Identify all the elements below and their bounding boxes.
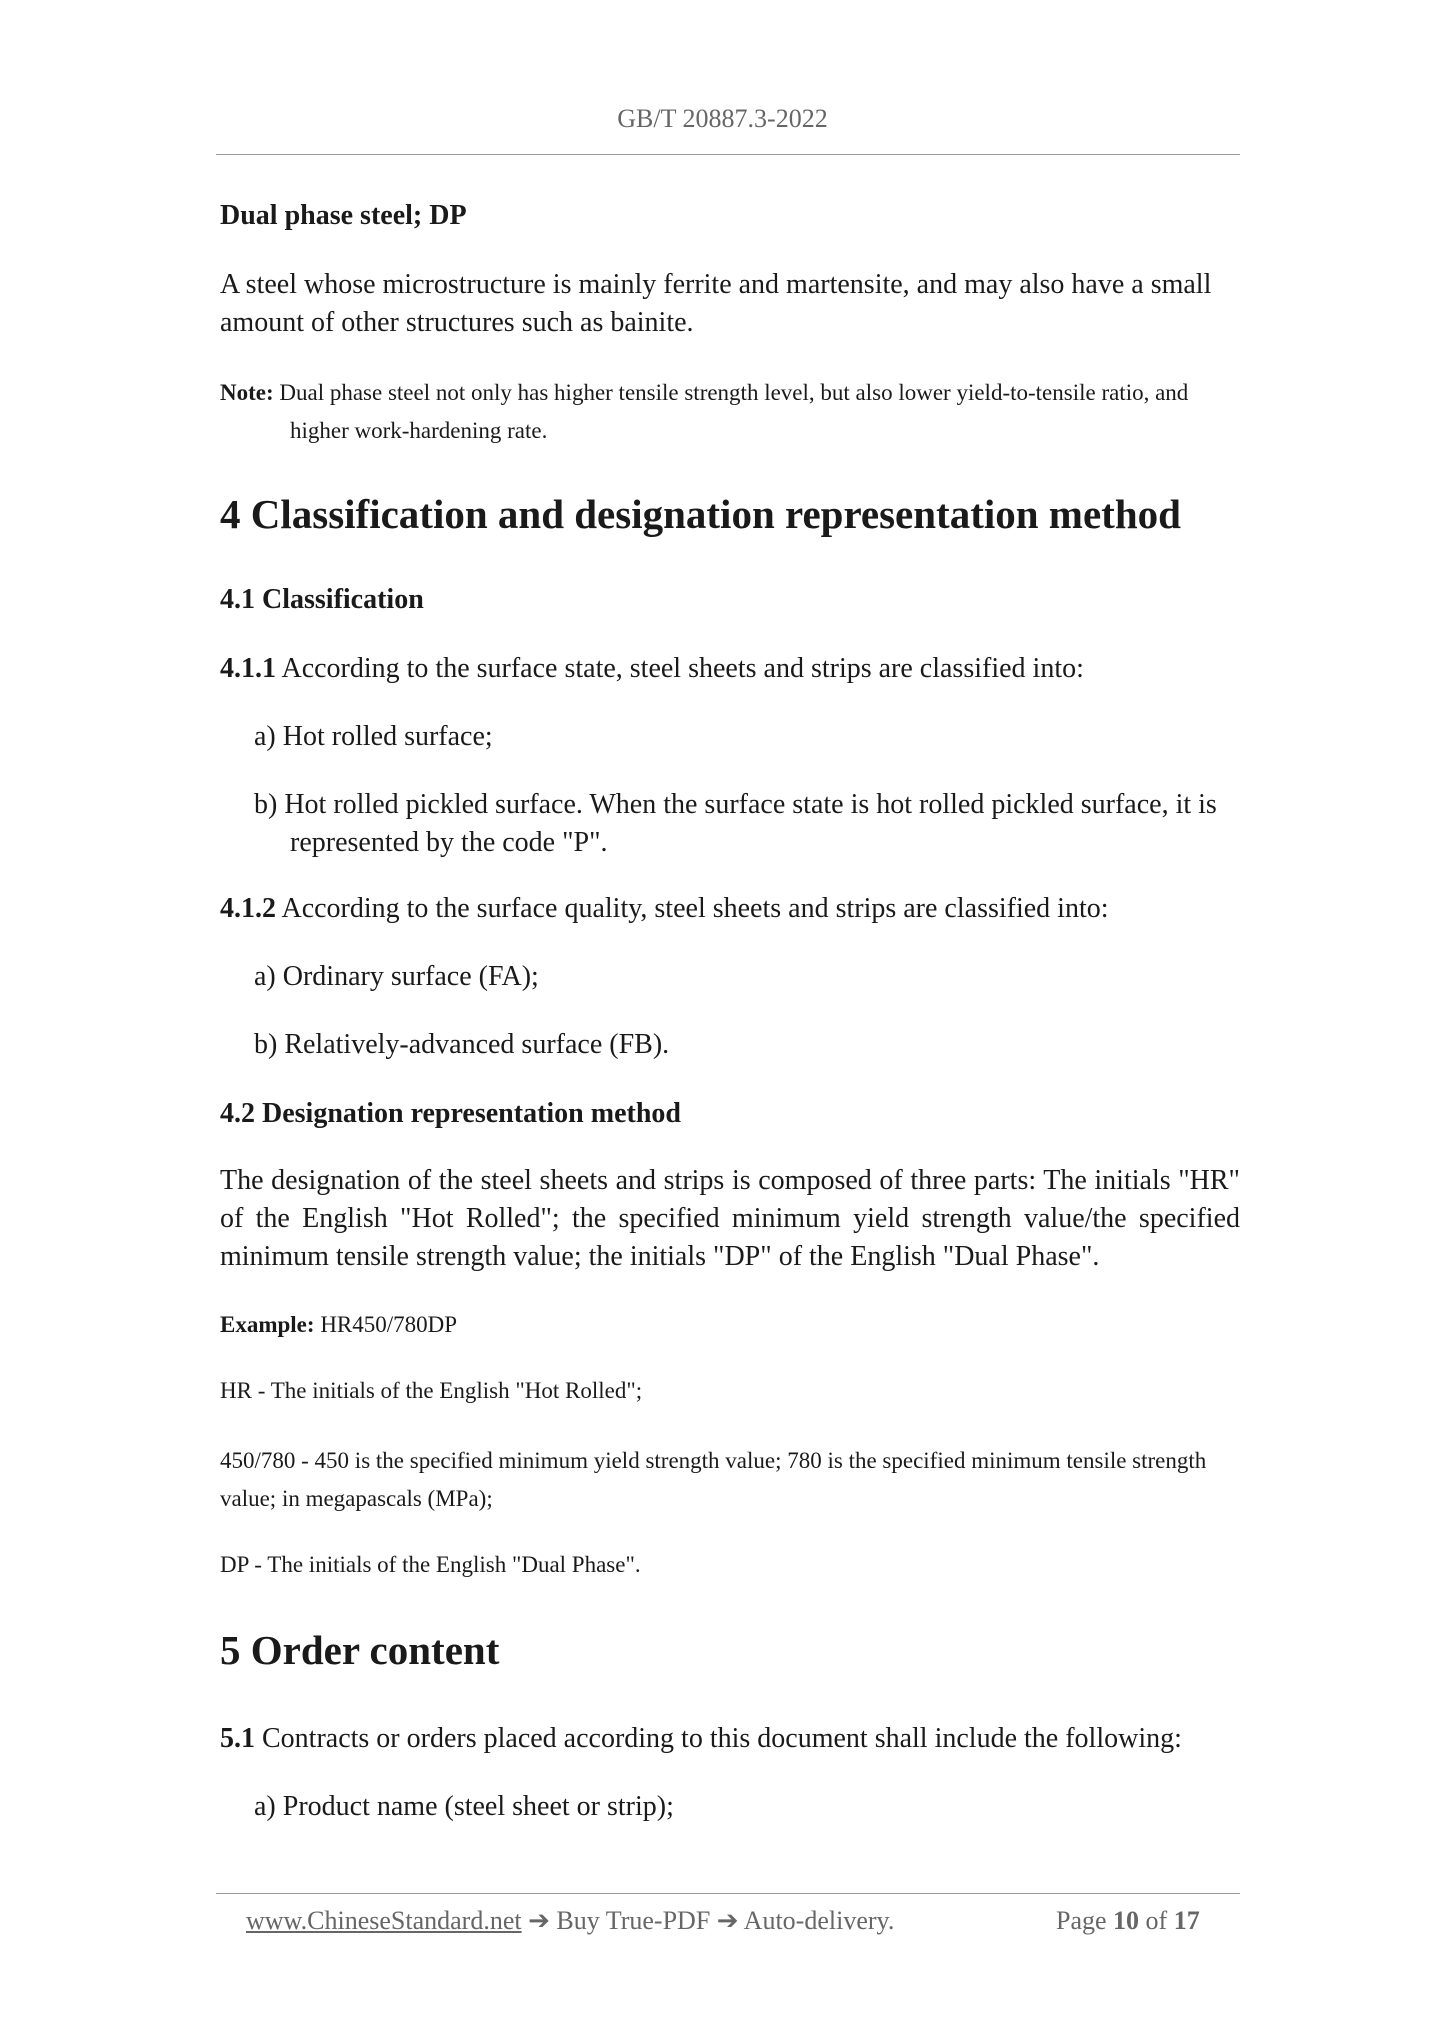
example-explanation: HR - The initials of the English "Hot Rolled"; xyxy=(220,1378,643,1403)
section-4-1-heading: 4.1 Classification xyxy=(220,584,424,615)
list-item: a) Hot rolled surface; xyxy=(254,721,493,752)
header-doc-id: GB/T 20887.3-2022 xyxy=(617,104,828,133)
footer-link[interactable]: www.ChineseStandard.net xyxy=(246,1906,522,1935)
of-word: of xyxy=(1145,1906,1168,1935)
note-text: Dual phase steel not only has higher tensile strength level, but also lower yield-to-tensile ratio, and higher work-hardening rate. xyxy=(279,380,1189,443)
list-item: a) Product name (steel sheet or strip); xyxy=(254,1791,674,1822)
footer-promo xyxy=(246,1906,894,1936)
list-item: b) Relatively-advanced surface (FB). xyxy=(254,1029,670,1060)
page-number: 10 xyxy=(1113,1906,1140,1935)
section-4-heading: 4 Classification and designation representation method xyxy=(220,491,1181,537)
clause-4-1-1-num: 4.1.1 xyxy=(220,653,276,684)
example-explanation: DP - The initials of the English "Dual Phase". xyxy=(220,1552,641,1577)
list-item: a) Ordinary surface (FA); xyxy=(254,961,539,992)
clause-5-1-text: Contracts or orders placed according to this document shall include the following: xyxy=(262,1723,1182,1754)
arrow-right-icon: ➔ xyxy=(528,1906,550,1935)
term-definition: A steel whose microstructure is mainly ferrite and martensite, and may also have a small amount of other structures such as bainite. xyxy=(220,269,1212,338)
footer-auto-text: Auto-delivery. xyxy=(743,1906,895,1935)
example-label: Example: xyxy=(220,1312,315,1337)
section-5-heading: 5 Order content xyxy=(220,1627,500,1673)
clause-4-1-2-text: According to the surface quality, steel sheets and strips are classified into: xyxy=(281,893,1109,924)
section-4-2-text: The designation of the steel sheets and strips is composed of three parts: The initials "HR" of the English "Hot Rolled"; the specified minimum yield strength value/the specified minimum tensile strength value; the initials "DP" of the English "Dual Phase". xyxy=(220,1165,1240,1272)
clause-4-1-1 xyxy=(220,650,1240,688)
clause-4-1-2-num: 4.1.2 xyxy=(220,893,276,924)
clause-5-1 xyxy=(220,1720,1240,1758)
clause-5-1-num: 5.1 xyxy=(220,1723,255,1754)
arrow-right-icon: ➔ xyxy=(716,1906,739,1935)
note-label: Note: xyxy=(220,380,274,405)
term-note xyxy=(220,374,1240,450)
clause-4-1-2 xyxy=(220,890,1240,928)
header-rule xyxy=(216,154,1240,155)
footer-buy-text: Buy True-PDF xyxy=(556,1906,711,1935)
section-4-2-heading: 4.2 Designation representation method xyxy=(220,1098,681,1129)
term-title: Dual phase steel; DP xyxy=(220,200,467,231)
example-value: HR450/780DP xyxy=(320,1312,458,1337)
page-word: Page xyxy=(1056,1906,1107,1935)
example-line xyxy=(220,1306,1240,1344)
list-item: b) Hot rolled pickled surface. When the surface state is hot rolled pickled surface, it is represented by the code "P". xyxy=(254,789,1217,858)
footer-rule xyxy=(216,1893,1240,1894)
page-indicator xyxy=(1056,1906,1200,1936)
page-total: 17 xyxy=(1173,1906,1200,1935)
clause-4-1-1-text: According to the surface state, steel sheets and strips are classified into: xyxy=(281,653,1084,684)
example-explanation: 450/780 - 450 is the specified minimum yield strength value; 780 is the specified minimum tensile strength value; in megapascals (MPa); xyxy=(220,1448,1207,1511)
